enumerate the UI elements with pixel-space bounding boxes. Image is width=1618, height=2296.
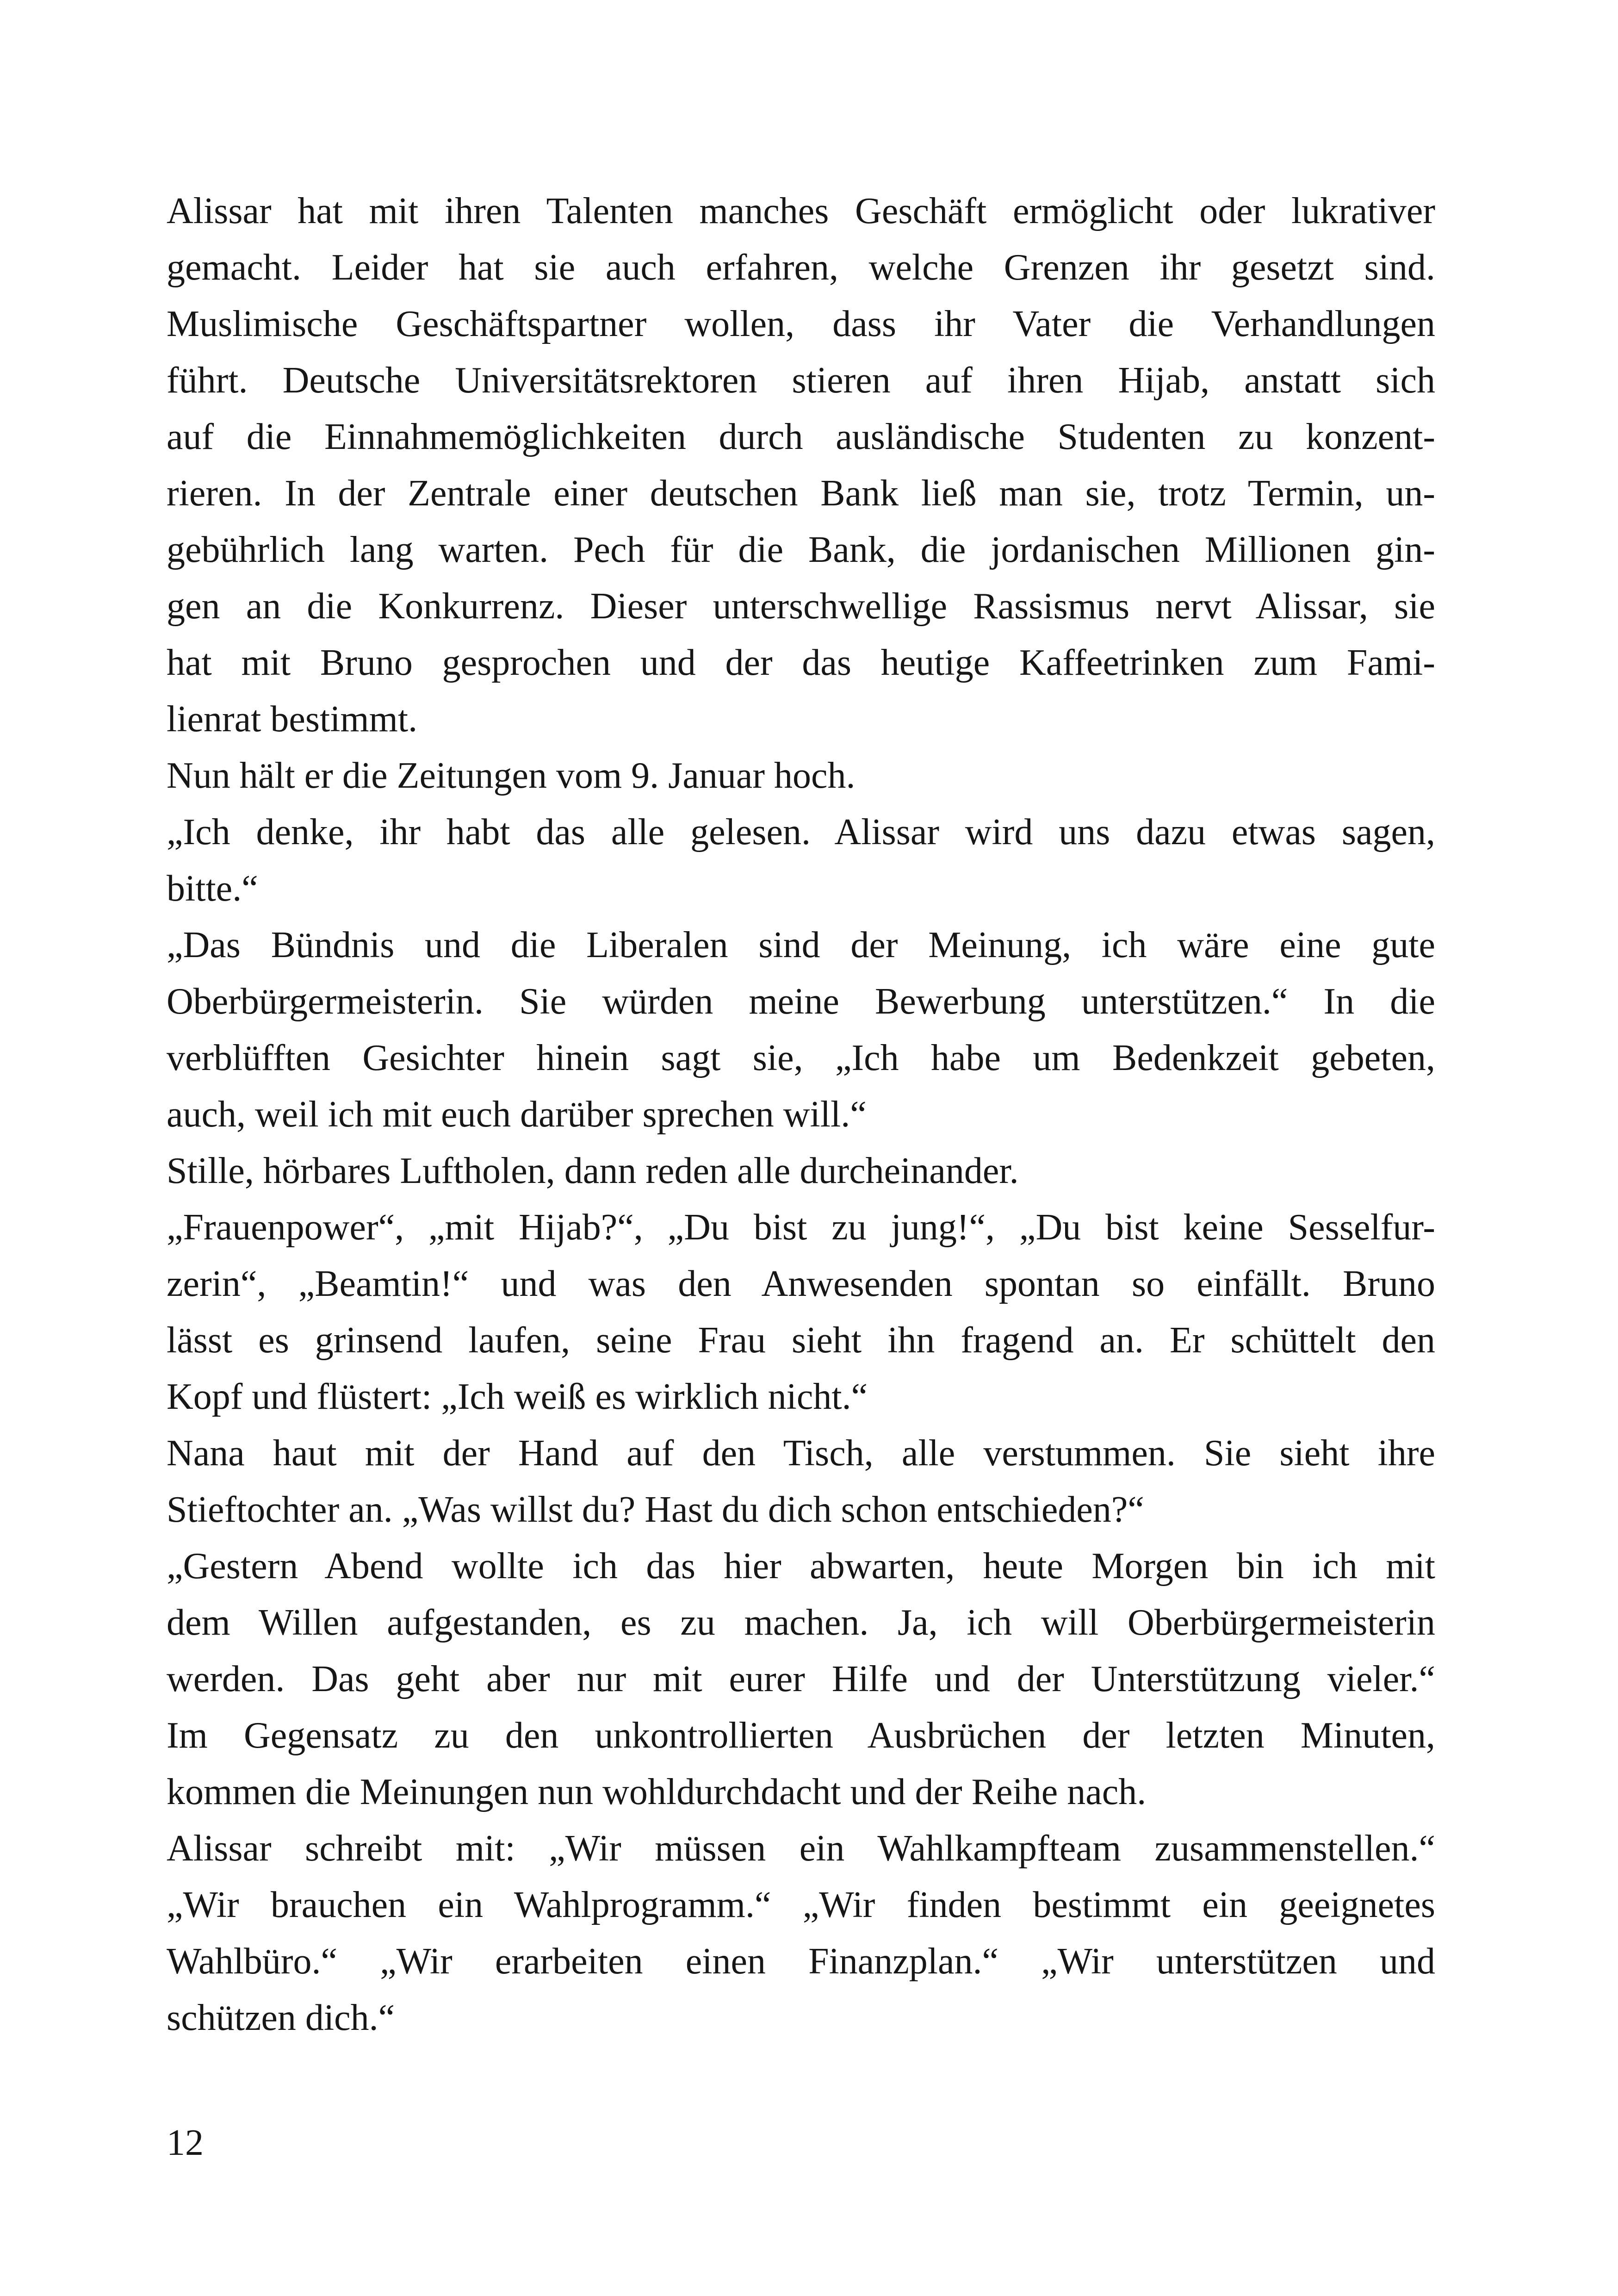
text-line: Nana haut mit der Hand auf den Tisch, alle verstummen. Sie sieht ihre	[167, 1433, 1435, 1474]
text-line: Im Gegensatz zu den unkontrollierten Ausbrüchen der letzten Minuten,	[167, 1715, 1435, 1756]
text-line: kommen die Meinungen nun wohldurchdacht und der Reihe nach.	[167, 1772, 1147, 1812]
text-line: „Das Bündnis und die Liberalen sind der Meinung, ich wäre eine gute	[167, 925, 1435, 965]
text-line: hat mit Bruno gesprochen und der das heutige Kaffeetrinken zum Fami-	[167, 642, 1435, 683]
text-line: „Frauenpower“, „mit Hijab?“, „Du bist zu jung!“, „Du bist keine Sesselfur-	[167, 1207, 1435, 1248]
text-line: verblüfften Gesichter hinein sagt sie, „Ich habe um Bedenkzeit gebeten,	[167, 1038, 1435, 1078]
text-line: Stille, hörbares Luftholen, dann reden alle durcheinander.	[167, 1151, 1019, 1191]
text-line: auf die Einnahmemöglichkeiten durch ausländische Studenten zu konzent-	[167, 417, 1435, 457]
body-text	[167, 183, 1435, 2046]
text-line: dem Willen aufgestanden, es zu machen. Ja, ich will Oberbürgermeisterin	[167, 1602, 1435, 1643]
text-line: lienrat bestimmt.	[167, 699, 418, 740]
text-line: führt. Deutsche Universitätsrektoren stieren auf ihren Hijab, anstatt sich	[167, 360, 1435, 401]
text-line: gemacht. Leider hat sie auch erfahren, welche Grenzen ihr gesetzt sind.	[167, 247, 1435, 288]
page-number: 12	[167, 2122, 204, 2163]
text-line: gen an die Konkurrenz. Dieser unterschwellige Rassismus nervt Alissar, sie	[167, 586, 1435, 627]
text-line: Alissar schreibt mit: „Wir müssen ein Wahlkampfteam zusammenstellen.“	[167, 1828, 1435, 1869]
text-line: „Ich denke, ihr habt das alle gelesen. Alissar wird uns dazu etwas sagen,	[167, 812, 1435, 852]
text-line: werden. Das geht aber nur mit eurer Hilfe und der Unterstützung vieler.“	[167, 1659, 1435, 1699]
text-line: schützen dich.“	[167, 1997, 395, 2038]
text-line: „Wir brauchen ein Wahlprogramm.“ „Wir finden bestimmt ein geeignetes	[167, 1885, 1435, 1925]
text-line: Alissar hat mit ihren Talenten manches Geschäft ermöglicht oder lukrativer	[167, 191, 1435, 231]
text-line: lässt es grinsend laufen, seine Frau sieht ihn fragend an. Er schüttelt den	[167, 1320, 1435, 1361]
text-line: „Gestern Abend wollte ich das hier abwarten, heute Morgen bin ich mit	[167, 1546, 1435, 1587]
text-line: rieren. In der Zentrale einer deutschen Bank ließ man sie, trotz Termin, un-	[167, 473, 1435, 514]
text-line: zerin“, „Beamtin!“ und was den Anwesenden spontan so einfällt. Bruno	[167, 1263, 1435, 1304]
text-line: gebührlich lang warten. Pech für die Bank, die jordanischen Millionen gin-	[167, 529, 1435, 570]
text-line: Nun hält er die Zeitungen vom 9. Januar hoch.	[167, 755, 855, 796]
text-line: Wahlbüro.“ „Wir erarbeiten einen Finanzplan.“ „Wir unterstützen und	[167, 1941, 1435, 1982]
text-line: bitte.“	[167, 868, 258, 909]
text-line: Oberbürgermeisterin. Sie würden meine Bewerbung unterstützen.“ In die	[167, 981, 1435, 1022]
text-line: Kopf und flüstert: „Ich weiß es wirklich nicht.“	[167, 1376, 868, 1417]
text-line: Stieftochter an. „Was willst du? Hast du dich schon entschieden?“	[167, 1489, 1144, 1530]
text-line: Muslimische Geschäftspartner wollen, dass ihr Vater die Verhandlungen	[167, 304, 1435, 344]
text-line: auch, weil ich mit euch darüber sprechen will.“	[167, 1094, 867, 1135]
